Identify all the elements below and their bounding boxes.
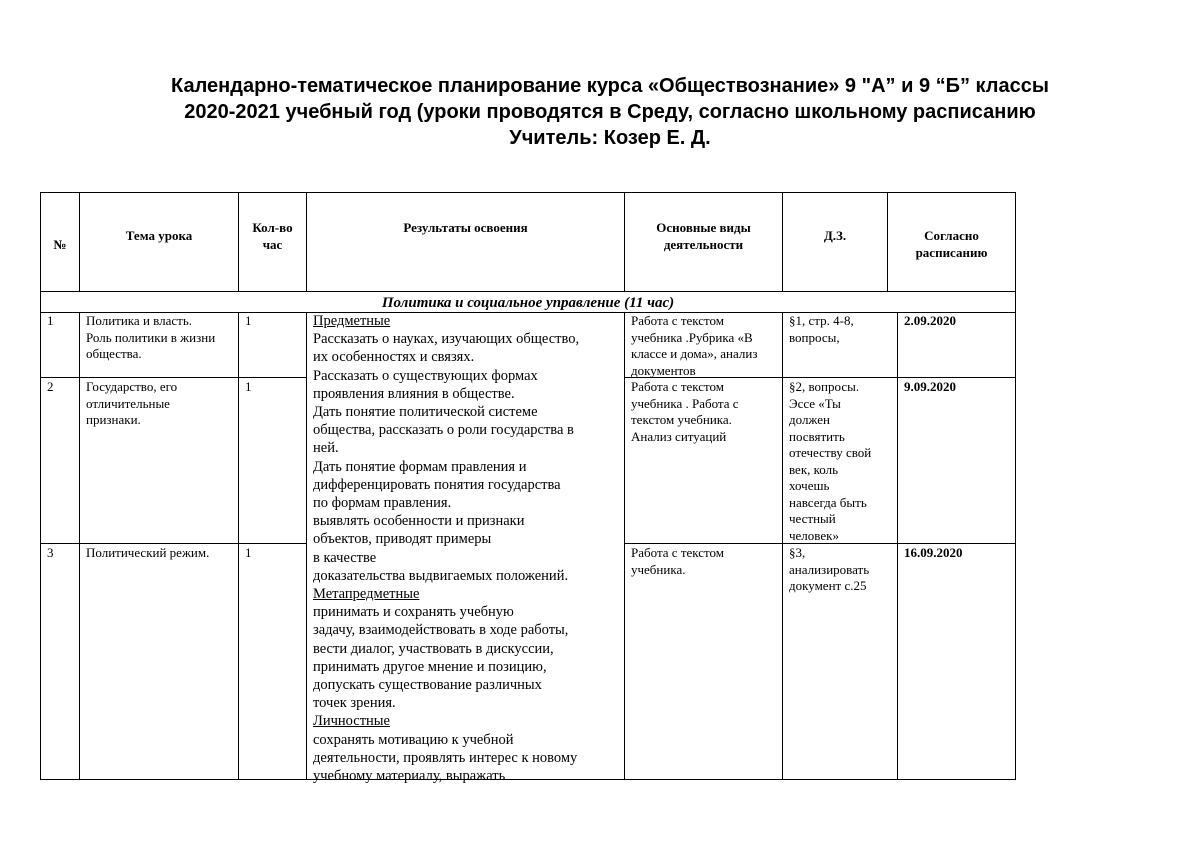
row-date: 9.09.2020 — [904, 379, 956, 394]
header-schedule: Согласно расписанию — [915, 228, 988, 260]
results-meta-list: принимать и сохранять учебную задачу, взаимодействовать в ходе работы, вести диалог, участвовать в дискуссии, принимать другое мнение и позицию, допускать существование различных точек зрения. — [313, 604, 569, 712]
document-title — [60, 73, 1160, 151]
row-homework: §3, анализировать документ с.25 — [789, 545, 870, 593]
row-homework: §2, вопросы. Эссе «Ты должен посвятить отечеству свой век, коль хочешь навсегда быть честный человек» — [789, 379, 872, 543]
row-topic: Политика и власть. Роль политики в жизни общества. — [86, 313, 216, 361]
title-line-3: Учитель: Козер Е. Д. — [509, 127, 711, 149]
results-subject-list: Рассказать о науках, изучающих общество, их особенностях и связях. Рассказать о существующих формах проявления влияния в обществе. Дать понятие политической системе общества, рассказать о роли государства в ней. Дать понятие формам правления и дифференцировать понятия государства по формам правления. выявлять особенности и признаки объектов, приводят примеры в качестве доказательства выдвигаемых положений. — [313, 331, 580, 584]
title-line-2: 2020-2021 учебный год (уроки проводятся в Среду, согласно школьному расписанию — [184, 101, 1036, 123]
row-num: 2 — [47, 379, 54, 394]
row-topic: Политический режим. — [86, 545, 210, 560]
results-subject-heading: Предметные — [313, 313, 391, 329]
row-date: 2.09.2020 — [904, 313, 956, 328]
row-hours: 1 — [245, 379, 252, 394]
row-activity: Работа с текстом учебника .Рубрика «В классе и дома», анализ документов — [631, 313, 758, 378]
row-activity: Работа с текстом учебника . Работа с текстом учебника. Анализ ситуаций — [631, 379, 739, 444]
header-num: № — [53, 237, 67, 252]
row-hours: 1 — [245, 545, 252, 560]
header-results: Результаты освоения — [403, 220, 528, 235]
header-activity: Основные виды деятельности — [656, 220, 751, 252]
row-homework: §1, стр. 4-8, вопросы, — [789, 313, 854, 345]
row-num: 1 — [47, 313, 54, 328]
title-line-1: Календарно-тематическое планирование курса «Обществознание» 9 "А” и 9 “Б” классы — [171, 75, 1049, 97]
results-meta-heading: Метапредметные — [313, 586, 420, 603]
section-title: Политика и социальное управление (11 час) — [381, 295, 675, 311]
results-personal-heading: Личностные — [313, 713, 390, 730]
header-topic: Тема урока — [125, 228, 193, 243]
row-activity: Работа с текстом учебника. — [631, 545, 725, 577]
results-personal-list: сохранять мотивацию к учебной деятельности, проявлять интерес к новому учебному материалу, выражать — [313, 731, 578, 785]
results-cell — [313, 312, 619, 785]
row-hours: 1 — [245, 313, 252, 328]
row-topic: Государство, его отличительные признаки. — [86, 379, 178, 427]
row-num: 3 — [47, 545, 54, 560]
row-date: 16.09.2020 — [904, 545, 963, 560]
header-hours: Кол-во час — [252, 220, 293, 252]
header-homework: Д.З. — [823, 228, 847, 243]
